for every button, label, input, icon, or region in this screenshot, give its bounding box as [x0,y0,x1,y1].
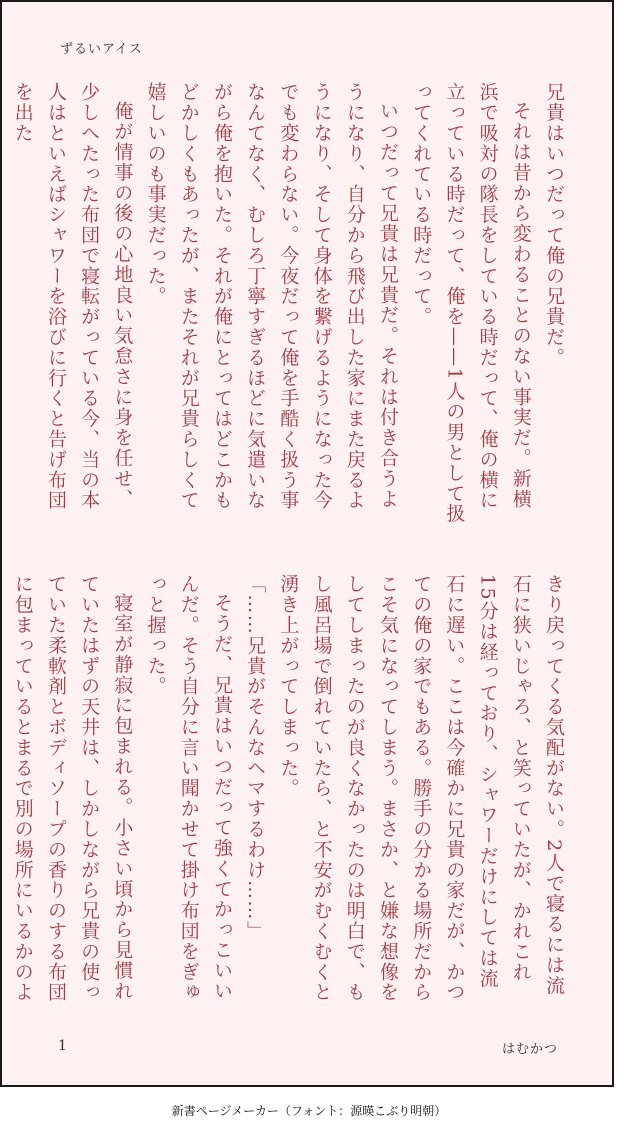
footer-caption: 新書ページメーカー（フォント：源暎こぶり明朝） [171,1104,447,1118]
paragraph: 「……兄貴がそんなヘマするわけ……」 [244,574,267,942]
paragraph: それは昔から変わることのない事実だ。新横浜で吸対の隊長をしている時だって、俺の横に立っている時だって、俺を——1人の男として扱ってくれている時だって。 [410,82,532,524]
author-name: はむかつ [501,1042,558,1057]
paragraph: 寝室が静寂に包まれる。小さい頃から見慣れていたはずの天井は、しかしながら兄貴の使っていた柔軟剤とボディソープの香りのする布団に包まっているとまるで別の場所にいるかのよ [11,574,134,1003]
page-title: ずるいアイス [60,42,143,57]
text-block-upper [11,82,570,527]
page-number: 1 [58,1038,67,1054]
paragraph: そうだ、兄貴はいつだって強くてかっこいいんだ。そう自分に言い聞かせて掛け布団をぎゅっと握った。 [144,574,233,1003]
paragraph: 兄貴はいつだって俺の兄貴だ。 [543,82,565,368]
paragraph: きり戻ってくる気配がない。2人で寝るには流石に狭いじゃろ、と笑っていたが、かれこれ15分は経っており、シャワーだけにしては流石に遅い。ここは今確かに兄貴の家だが、かつての俺の家でもある。勝手の分かる場所だからこそ気になってしまう。まさか、と嫌な想像をしてしまったのが良くなかったのは明白で、もし風呂場で倒れていたら、と不安がむくむくと湧き上がってしまった。 [277,574,565,1003]
text-block-lower [11,574,570,1004]
paragraph: いつだって兄貴は兄貴だ。それは付き合うようになり、自分から飛び出した家にまた戻るようになり、そして身体を繋げるようになった今でも変わらない。今夜だって俺を手酷く扱う事なんてなく、むしろ丁寧すぎるほどに気遣いながら俺を抱いた。それが俺にとってはどこかもどかしくもあったが、またそれが兄貴らしくて嬉しいのも事実だった。 [144,82,399,511]
paragraph: 俺が情事の後の心地良い気怠さに身を任せ、少しへたった布団で寝転がっている今、当の本人はといえばシャワーを浴びに行くと告げ布団を出た [11,82,134,511]
